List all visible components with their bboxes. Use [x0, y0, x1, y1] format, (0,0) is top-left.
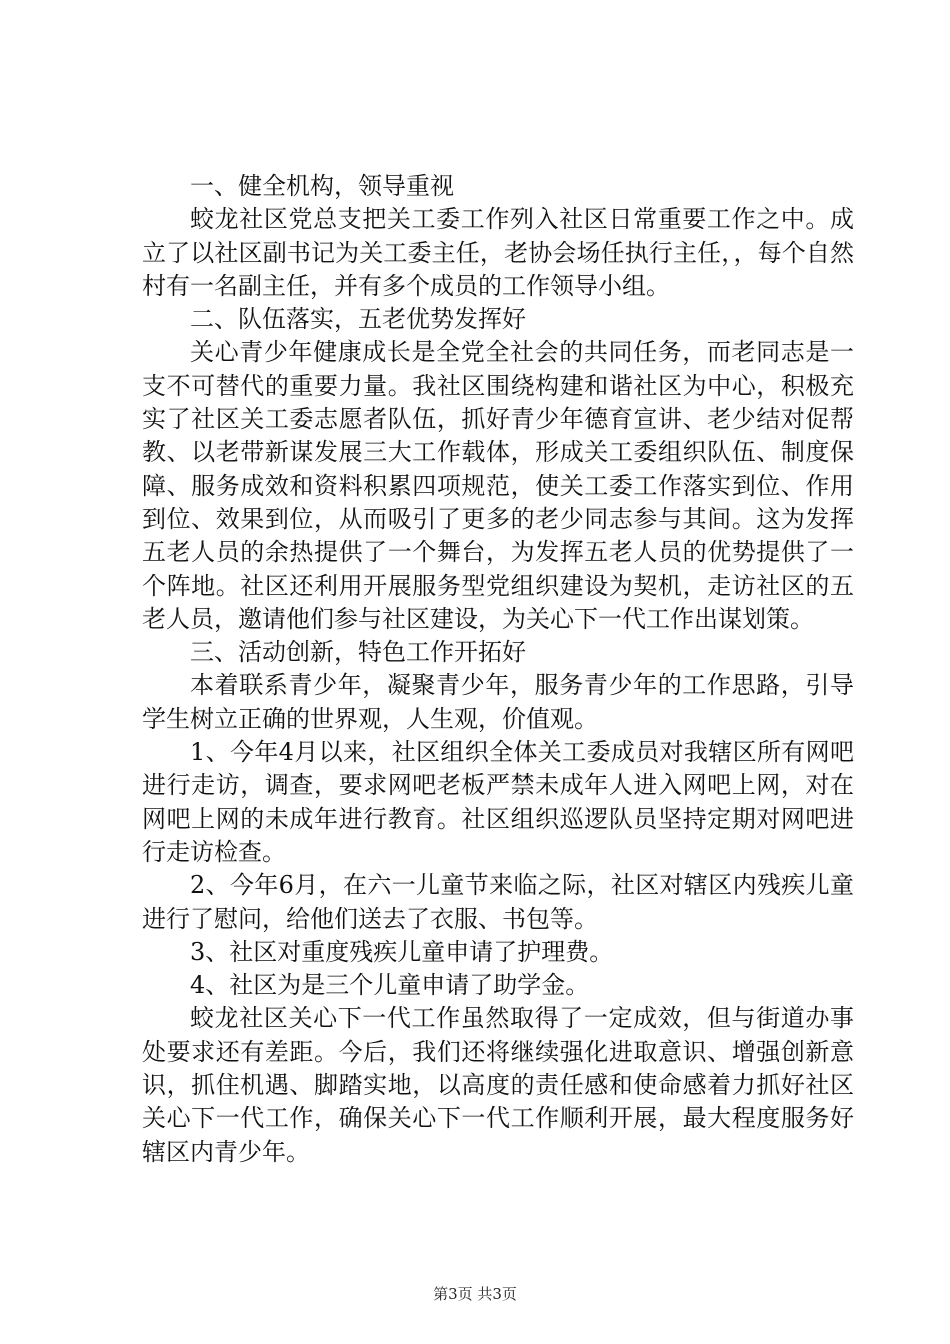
section-heading-3: 三、活动创新，特色工作开拓好: [190, 638, 526, 667]
page-number-label: 第3页 共3页: [433, 1285, 517, 1303]
page-footer: [0, 1284, 950, 1304]
list-item: 3、社区对重度残疾儿童申请了护理费。: [190, 937, 614, 966]
paragraph: 蛟龙社区关心下一代工作虽然取得了一定成效，但与街道办事处要求还有差距。今后，我们还将继续强化进取意识、增强创新意识，抓住机遇、脚踏实地，以高度的责任感和使命感着力抓好社区关心下一代工作，确保关心下一代工作顺利开展，最大程度服务好辖区内青少年。: [142, 1004, 854, 1166]
list-item: 1、今年4月以来，社区组织全体关工委成员对我辖区所有网吧进行走访，调查，要求网吧老板严禁未成年人进入网吧上网，对在网吧上网的未成年进行教育。社区组织巡逻队员坚持定期对网吧进行走访检查。: [142, 738, 854, 866]
section-heading-1: 一、健全机构，领导重视: [190, 172, 454, 200]
document-body: [142, 170, 854, 1169]
section-heading-2: 二、队伍落实，五老优势发挥好: [190, 305, 526, 334]
list-item: 2、今年6月，在六一儿童节来临之际，社区对辖区内残疾儿童进行了慰问，给他们送去了衣服、书包等。: [142, 871, 854, 933]
list-item: 4、社区为是三个儿童申请了助学金。: [190, 971, 590, 1000]
paragraph: 蛟龙社区党总支把关工委工作列入社区日常重要工作之中。成立了以社区副书记为关工委主任，老协会场任执行主任，，每个自然村有一名副主任，并有多个成员的工作领导小组。: [142, 205, 854, 300]
paragraph: 关心青少年健康成长是全党全社会的共同任务，而老同志是一支不可替代的重要力量。我社区围绕构建和谐社区为中心，积极充实了社区关工委志愿者队伍，抓好青少年德育宣讲、老少结对促帮教、以老带新谋发展三大工作载体，形成关工委组织队伍、制度保障、服务成效和资料积累四项规范，使关工委工作落实到位、作用到位、效果到位，从而吸引了更多的老少同志参与其间。这为发挥五老人员的余热提供了一个舞台，为发挥五老人员的优势提供了一个阵地。社区还利用开展服务型党组织建设为契机，走访社区的五老人员，邀请他们参与社区建设，为关心下一代工作出谋划策。: [142, 338, 854, 633]
paragraph: 本着联系青少年，凝聚青少年，服务青少年的工作思路，引导学生树立正确的世界观，人生观，价值观。: [142, 671, 854, 733]
